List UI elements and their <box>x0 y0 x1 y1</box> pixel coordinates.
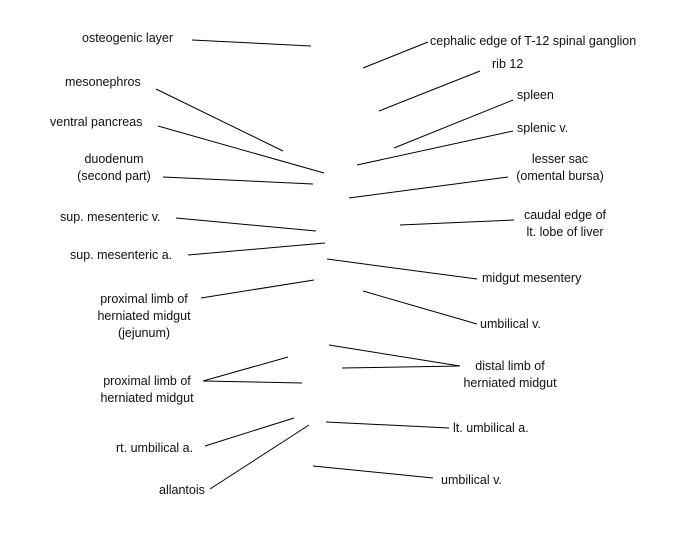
leader-osteogenic-layer <box>192 40 311 46</box>
leader-cephalic-edge <box>363 42 428 68</box>
label-umbilical-v-lower: umbilical v. <box>441 473 502 487</box>
leader-ventral-pancreas <box>158 126 324 173</box>
label-spleen: spleen <box>517 88 554 102</box>
leader-lesser-sac <box>349 177 508 198</box>
label-lt-umbilical-a: lt. umbilical a. <box>453 421 529 435</box>
label-lesser-sac: lesser sac (omental bursa) <box>516 152 604 183</box>
label-cephalic-edge: cephalic edge of T-12 spinal ganglion <box>430 34 637 48</box>
leader-caudal-edge <box>400 220 514 225</box>
label-ventral-pancreas: ventral pancreas <box>50 115 143 129</box>
leader-allantois <box>210 425 309 489</box>
label-allantois: allantois <box>159 483 205 497</box>
label-osteogenic-layer: osteogenic layer <box>82 31 174 45</box>
label-rib-12: rib 12 <box>492 57 524 71</box>
leader-midgut-mesentery <box>327 259 477 279</box>
label-splenic-v: splenic v. <box>517 121 569 135</box>
leader-splenic-v <box>357 131 513 165</box>
label-caudal-edge: caudal edge of lt. lobe of liver <box>523 208 606 239</box>
label-umbilical-v-upper: umbilical v. <box>480 317 541 331</box>
leader-sup-mesenteric-a <box>188 243 325 255</box>
label-sup-mesenteric-v: sup. mesenteric v. <box>60 210 161 224</box>
leader-distal-limb-a <box>329 345 460 366</box>
leader-proximal-limb-a <box>203 357 288 381</box>
leader-mesonephros <box>156 89 283 151</box>
label-sup-mesenteric-a: sup. mesenteric a. <box>70 248 173 262</box>
label-distal-limb: distal limb of herniated midgut <box>463 359 557 390</box>
label-mesonephros: mesonephros <box>65 75 141 89</box>
label-midgut-mesentery: midgut mesentery <box>482 271 582 285</box>
leader-rib-12 <box>379 71 480 111</box>
leader-distal-limb-b <box>342 366 460 368</box>
leader-lt-umbilical-a <box>326 422 449 428</box>
label-proximal-limb-jejunum: proximal limb of herniated midgut (jejunum) <box>97 292 191 340</box>
leader-rt-umbilical-a <box>205 418 294 446</box>
label-rt-umbilical-a: rt. umbilical a. <box>116 441 194 455</box>
leader-umbilical-v-lower <box>313 466 433 478</box>
leader-duodenum <box>163 177 313 184</box>
leader-umbilical-v-upper <box>363 291 477 324</box>
label-proximal-limb: proximal limb of herniated midgut <box>100 374 194 405</box>
leader-spleen <box>394 100 513 148</box>
leader-proximal-limb-jejunum <box>201 280 314 298</box>
label-duodenum: duodenum (second part) <box>77 152 151 183</box>
leader-sup-mesenteric-v <box>176 218 316 231</box>
leader-proximal-limb-b <box>203 381 302 383</box>
